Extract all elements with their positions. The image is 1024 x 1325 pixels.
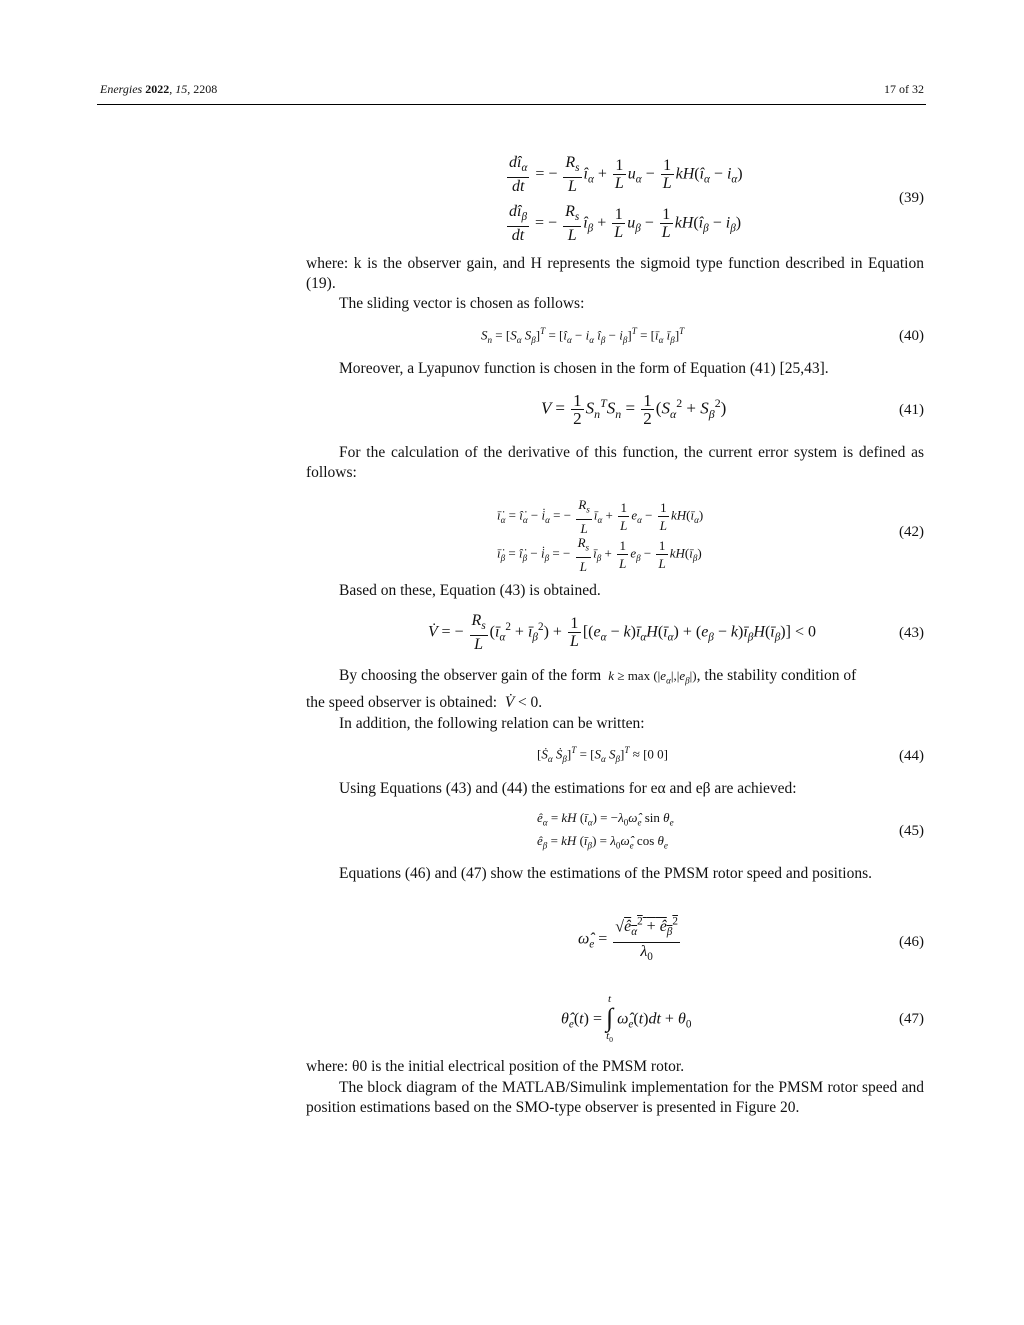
equation-number-40: (40) — [899, 328, 924, 344]
paragraph-stability-condition: By choosing the observer gain of the form $k \ge \max (|e_\alpha|,|e_\beta|)$, the stability condition of — [339, 667, 857, 686]
paragraph-sliding-vector: The sliding vector is chosen as follows: — [339, 295, 585, 312]
paragraph-estimations: Using Equations (43) and (44) the estimations for eα and eβ are achieved: — [339, 780, 797, 797]
paragraph-speed-position: Equations (46) and (47) show the estimations of the PMSM rotor speed and positions. — [339, 865, 872, 882]
equation-47: $\thetâ_e(t)$ = t ∫ $t_0$ $\omegâ_e(t)dt + \theta_0$ — [561, 993, 692, 1045]
paragraph-block-diagram: The block diagram of the MATLAB/Simulink implementation for the PMSM rotor speed and position estimations based on the SMO-type observer is presented in Figure 20. — [306, 1079, 924, 1116]
paragraph-error-system: For the calculation of the derivative of this function, the current error system is defined as follows: — [306, 444, 924, 481]
equation-39-beta: $\frac{dî_\beta}{dt}$ = − $\frac{R_s}{L}$ $î_\beta$ + $\frac{1}{L}$ $u_\beta$ − $\frac{1}{L}$ $kH(î_\beta - i_\beta)$ — [509, 203, 742, 245]
header-rule — [97, 104, 926, 105]
equation-42-alpha: $ī̇_\alpha$ = $î̇_\alpha$ − $i̇_\alpha$ = − $\frac{R_s}{L}$ $ī_\alpha$ + $\frac{1}{L}$ $e_\alpha$ − $\frac{1}{L}$ $kH(ī_\alpha)$ — [497, 497, 704, 536]
page-number: 17 of 32 — [884, 82, 924, 96]
equation-41: V = $\frac{1}{2}$ $S_n^TS_n$ = $\frac{1}{2}$ $(S_\alpha^2 + S_\beta^2)$ — [541, 391, 727, 428]
equation-number-45: (45) — [899, 823, 924, 839]
equation-45-alpha: $ê_\alpha$ = kH $(ī_\alpha)$ = $-\lambda_0\omegâ_e$ $\sin \theta_e$ — [537, 810, 674, 828]
equation-39-alpha: $\frac{dî_\alpha}{dt}$ = − $\frac{R_s}{L}$ $î_\alpha$ + $\frac{1}{L}$ $u_\alpha$ − $\frac{1}{L}$ $kH(î_\alpha - i_\alpha)$ — [509, 154, 743, 196]
inline-vdot-condition: V̇ < 0. — [500, 694, 543, 711]
equation-44: [Ṡ$_\alpha$ Ṡ$_\beta$]$^T$ = [$S_\alpha$ $S_\beta]^T \approx [0$ 0] — [537, 745, 668, 764]
equation-number-44: (44) — [899, 748, 924, 764]
paragraph-lyapunov: Moreover, a Lyapunov function is chosen in the form of Equation (41) [25,43]. — [339, 360, 829, 377]
equation-46: $\omegâ_e$ = $\frac{√ê_\alpha^2 + ê_\beta^2}{\lambda_0}$ — [578, 916, 678, 963]
equation-42-beta: $ī̇_\beta$ = $î̇_\beta$ − $i̇_\beta$ = − $\frac{R_s}{L}$ $ī_\beta$ + $\frac{1}{L}$ $e_\beta$ − $\frac{1}{L}$ $kH(ī_\beta)$ — [497, 535, 702, 574]
equation-number-39: (39) — [899, 190, 924, 206]
equation-number-46: (46) — [899, 934, 924, 950]
inline-gain-condition: $k \ge \max (|e_\alpha|,|e_\beta|)$ — [605, 668, 697, 686]
paragraph-initial-position: where: θ0 is the initial electrical position of the PMSM rotor. — [306, 1058, 685, 1075]
paragraph-based-on-these: Based on these, Equation (43) is obtained. — [339, 582, 601, 599]
paragraph-stability-continued: the speed observer is obtained: V̇ < 0. — [306, 694, 543, 711]
paragraph-relation: In addition, the following relation can be written: — [339, 715, 645, 732]
paragraph-observer-gain: where: k is the observer gain, and H represents the sigmoid type function described in Equation (19). — [306, 255, 924, 292]
running-header-citation: Energies 2022, 15, 2208 — [100, 82, 218, 96]
equation-number-43: (43) — [899, 625, 924, 641]
equation-number-42: (42) — [899, 524, 924, 540]
equation-45-beta: $ê_\beta$ = kH $(ī_\beta)$ = $\lambda_0\omegâ_e$ $\cos \theta_e$ — [537, 833, 668, 851]
equation-40: $S_n = [S_\alpha$ $S_\beta]^T$ = [$î_\alpha - i_\alpha$ $î_\beta - i_\beta]^T$ = [$ī_\alpha$ $ī_\beta]^T$ — [481, 326, 685, 345]
equation-number-41: (41) — [899, 402, 924, 418]
equation-number-47: (47) — [899, 1011, 924, 1027]
equation-43: V̇ = − $\frac{R_s}{L}$ ($ī_\alpha^2$ + $ī_\beta^2$) + $\frac{1}{L}$ [($e_\alpha$ − $k)ī_\alpha H(ī_\alpha) + (e_\beta$ − $k)ī_\beta H(ī_\beta)] < 0$ — [428, 612, 816, 654]
